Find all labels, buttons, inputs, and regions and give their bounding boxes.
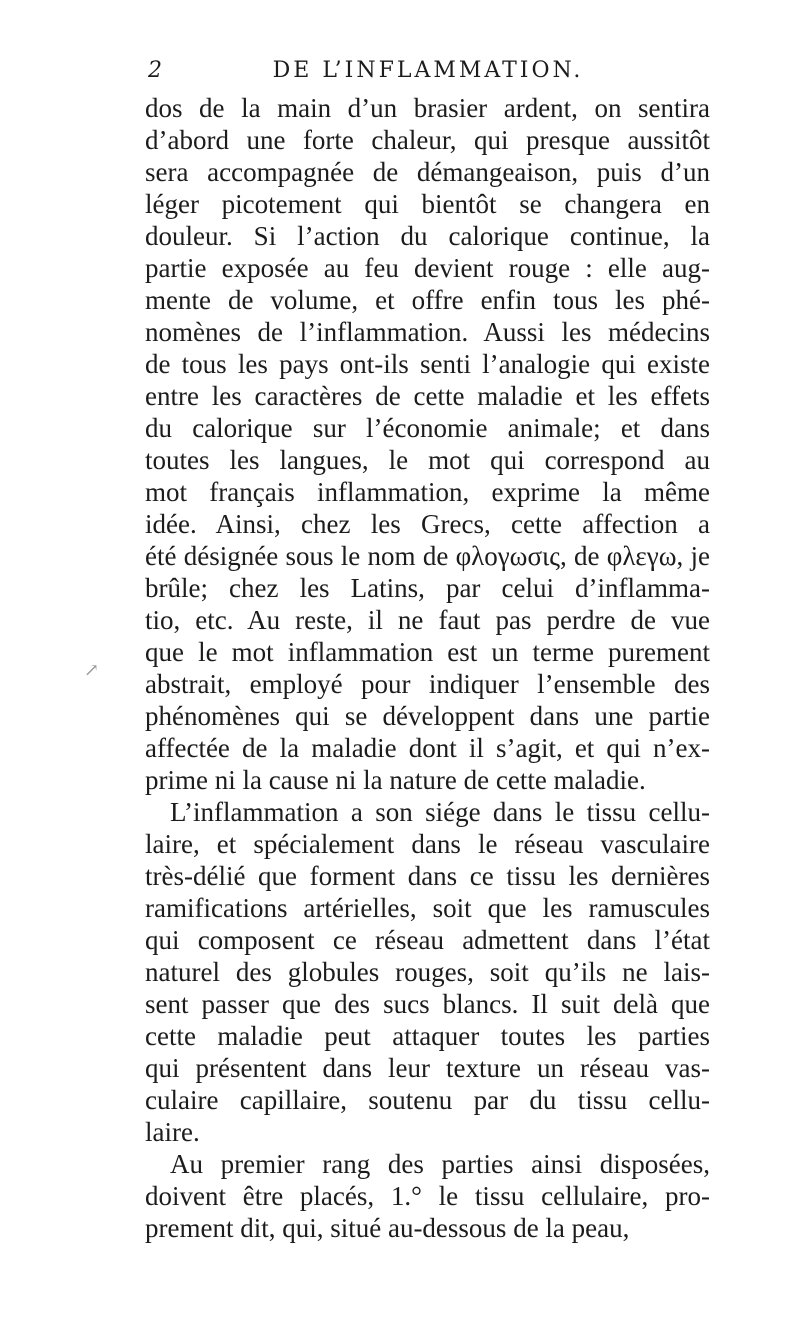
text-line: ramifications artérielles, soit que les ramuscules xyxy=(145,893,710,923)
text-line: du calorique sur l’économie animale; et dans xyxy=(145,413,710,443)
text-line: dos de la main d’un brasier ardent, on sentira xyxy=(145,93,710,123)
text-line: que le mot inflammation est un terme purement xyxy=(145,637,710,667)
margin-mark: ↗ xyxy=(84,660,100,681)
text-line: prement dit, qui, situé au-dessous de la peau, xyxy=(145,1213,630,1243)
text-line: toutes les langues, le mot qui correspond au xyxy=(145,445,710,475)
body-text xyxy=(145,92,710,1244)
text-line: mente de volume, et offre enfin tous les phé- xyxy=(145,285,710,315)
paragraph xyxy=(145,796,710,1148)
text-line: léger picotement qui bientôt se changera en xyxy=(145,189,710,219)
text-line: partie exposée au feu devient rouge : elle aug- xyxy=(145,253,710,283)
text-line: Au premier rang des parties ainsi disposées, xyxy=(170,1149,710,1179)
text-line: d’abord une forte chaleur, qui presque aussitôt xyxy=(145,125,710,155)
page-number: 2 xyxy=(148,58,162,83)
running-head: DE L’INFLAMMATION. xyxy=(272,58,584,83)
text-line: affectée de la maladie dont il s’agit, et qui n’ex- xyxy=(145,733,710,763)
text-line: culaire capillaire, soutenu par du tissu cellu- xyxy=(145,1085,710,1115)
text-line: L’inflammation a son siége dans le tissu cellu- xyxy=(170,797,710,827)
text-line: sera accompagnée de démangeaison, puis d’un xyxy=(145,157,710,187)
text-line: naturel des globules rouges, soit qu’ils ne lais- xyxy=(145,957,710,987)
text-line: nomènes de l’inflammation. Aussi les médecins xyxy=(145,317,710,347)
page-header xyxy=(148,58,708,90)
text-line: sent passer que des sucs blancs. Il suit delà que xyxy=(145,989,710,1019)
text-line: laire. xyxy=(145,1117,200,1147)
text-line: cette maladie peut attaquer toutes les parties xyxy=(145,1021,710,1051)
text-line: de tous les pays ont-ils senti l’analogie qui existe xyxy=(145,349,710,379)
text-line: qui présentent dans leur texture un réseau vas- xyxy=(145,1053,710,1083)
text-line: doivent être placés, 1.° le tissu cellulaire, pro- xyxy=(145,1181,710,1211)
text-line: idée. Ainsi, chez les Grecs, cette affection a xyxy=(145,509,710,539)
text-line: laire, et spécialement dans le réseau vasculaire xyxy=(145,829,710,859)
text-line: mot français inflammation, exprime la même xyxy=(145,477,710,507)
text-line: brûle; chez les Latins, par celui d’inflamma- xyxy=(145,573,710,603)
text-line: tio, etc. Au reste, il ne faut pas perdre de vue xyxy=(145,605,710,635)
text-line: entre les caractères de cette maladie et les effets xyxy=(145,381,710,411)
text-line: phénomènes qui se développent dans une partie xyxy=(145,701,710,731)
text-line: très-délié que forment dans ce tissu les dernières xyxy=(145,861,710,891)
text-line: abstrait, employé pour indiquer l’ensemble des xyxy=(145,669,710,699)
text-line: douleur. Si l’action du calorique continue, la xyxy=(145,221,710,251)
text-line: qui composent ce réseau admettent dans l’état xyxy=(145,925,710,955)
paragraph xyxy=(145,92,710,796)
text-line: été désignée sous le nom de φλογωσις, de φλεγω, je xyxy=(145,541,710,571)
paragraph xyxy=(145,1148,710,1244)
text-line: prime ni la cause ni la nature de cette maladie. xyxy=(145,765,646,795)
